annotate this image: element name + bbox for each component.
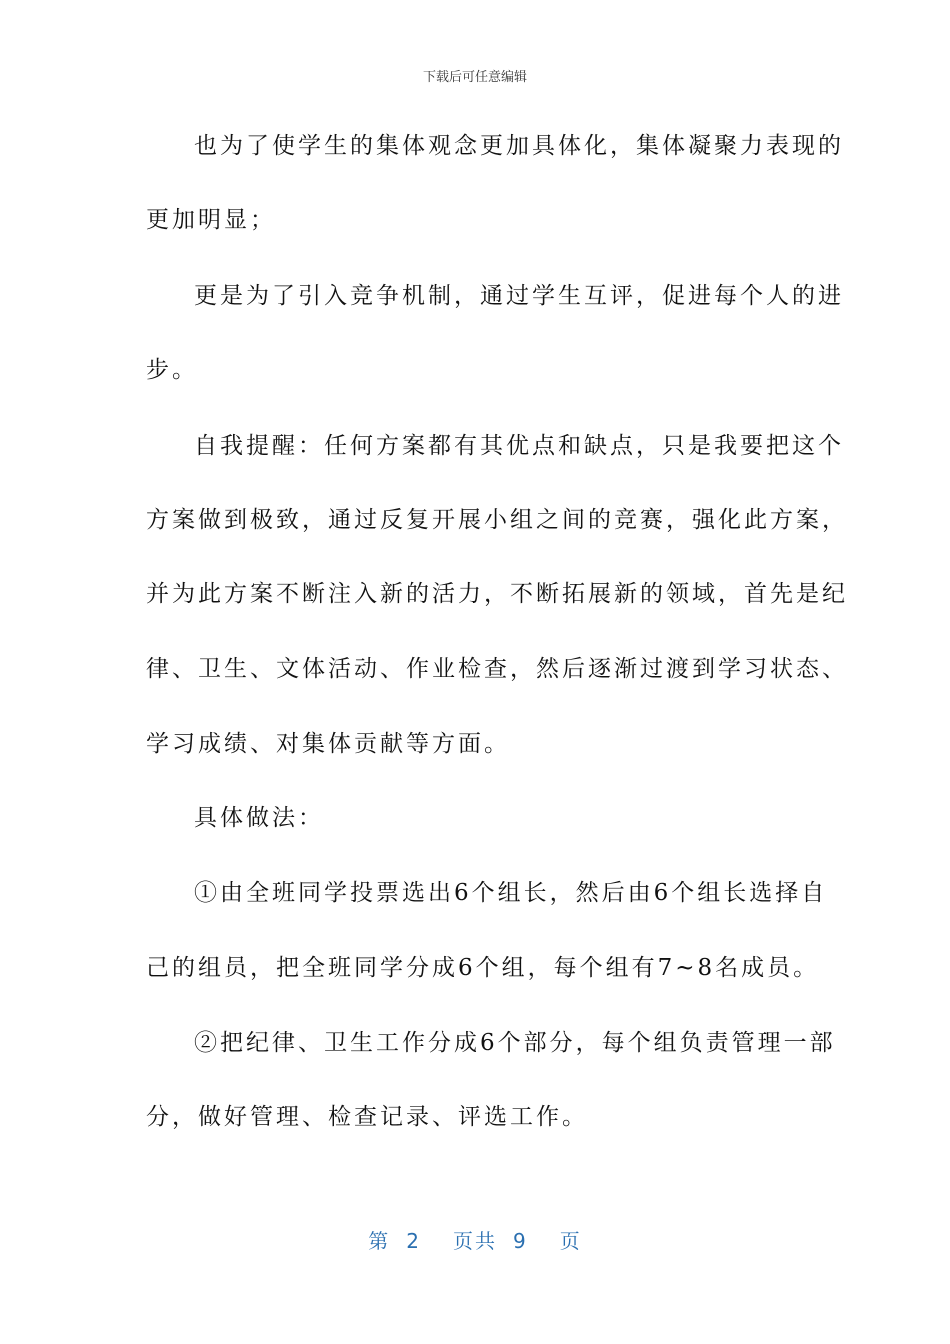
page-footer	[0, 1225, 950, 1254]
page-header: 下载后可任意编辑	[422, 70, 527, 85]
section-heading: 具体做法：	[194, 805, 324, 831]
footer-suffix: 页	[559, 1229, 582, 1253]
paragraph-line: 更加明显；	[146, 207, 276, 233]
paragraph-line: 更是为了引入竞争机制，通过学生互评，促进每个人的进	[194, 283, 844, 309]
paragraph-line: 也为了使学生的集体观念更加具体化，集体凝聚力表现的	[194, 133, 844, 159]
footer-total-pages: 9	[513, 1229, 528, 1253]
paragraph-line: 方案做到极致，通过反复开展小组之间的竞赛，强化此方案，	[146, 507, 848, 533]
list-item-line: ②把纪律、卫生工作分成6个部分，每个组负责管理一部	[194, 1030, 836, 1056]
paragraph-line: 并为此方案不断注入新的活力，不断拓展新的领域，首先是纪	[146, 581, 848, 607]
paragraph-line: 自我提醒：任何方案都有其优点和缺点，只是我要把这个	[194, 433, 844, 459]
footer-current-page: 2	[406, 1229, 421, 1253]
paragraph-line: 学习成绩、对集体贡献等方面。	[146, 731, 510, 757]
paragraph-line: 步。	[146, 357, 198, 383]
footer-middle: 页共	[453, 1229, 497, 1253]
list-item-line: 分，做好管理、检查记录、评选工作。	[146, 1104, 588, 1130]
list-item-line: ①由全班同学投票选出6个组长，然后由6个组长选择自	[194, 880, 828, 906]
list-item-line: 己的组员，把全班同学分成6个组，每个组有7~8名成员。	[146, 955, 820, 981]
paragraph-line: 律、卫生、文体活动、作业检查，然后逐渐过渡到学习状态、	[146, 656, 848, 682]
footer-prefix: 第	[368, 1229, 391, 1253]
